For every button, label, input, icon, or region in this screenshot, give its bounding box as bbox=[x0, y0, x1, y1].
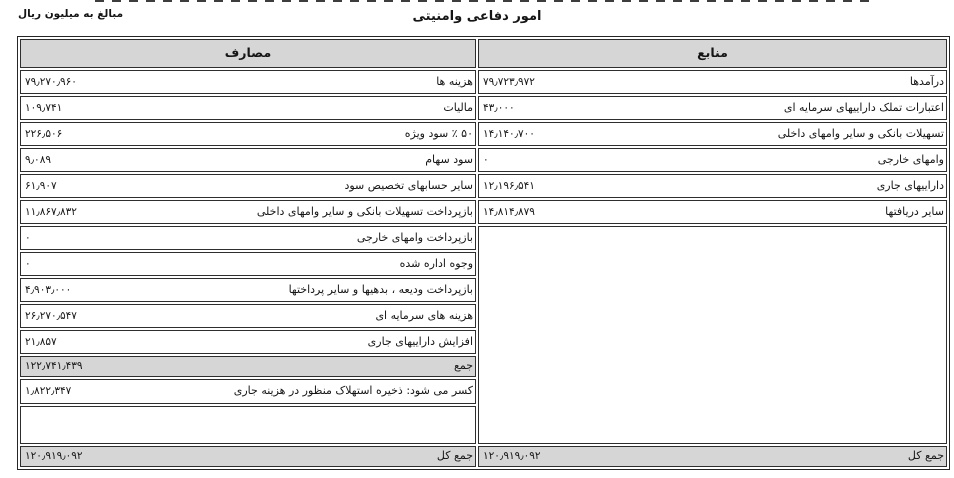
row-label: هزینه ها bbox=[436, 74, 473, 88]
row-label: سایر حسابهای تخصیص سود bbox=[344, 178, 473, 192]
uses-row bbox=[20, 252, 476, 276]
row-value: ۱۱٫۸۶۷٫۸۳۲ bbox=[25, 205, 77, 218]
row-value: ۱۴٫۸۱۴٫۸۷۹ bbox=[483, 205, 535, 218]
column-header-uses: مصارف bbox=[20, 39, 476, 68]
uses-row bbox=[20, 200, 476, 224]
row-label: جمع کل bbox=[907, 449, 944, 463]
table-row bbox=[20, 174, 947, 198]
row-value: ۱۲۲٫۷۴۱٫۴۳۹ bbox=[25, 360, 83, 373]
row-label: بازپرداخت وامهای خارجی bbox=[356, 230, 473, 244]
table-row bbox=[20, 148, 947, 172]
uses-row bbox=[20, 148, 476, 172]
row-label: بازپرداخت تسهیلات بانکی و سایر وامهای داخلی bbox=[256, 204, 473, 218]
clipped-content-above bbox=[95, 0, 873, 2]
row-value: ۱٫۸۲۲٫۳۴۷ bbox=[25, 385, 72, 398]
page-title: امور دفاعی وامنیتی bbox=[412, 9, 542, 24]
grand-total-row bbox=[20, 446, 947, 467]
uses-row bbox=[20, 96, 476, 120]
row-label: وامهای خارجی bbox=[877, 152, 944, 166]
row-value: ۱۴٫۱۴۰٫۷۰۰ bbox=[483, 127, 535, 140]
uses-row bbox=[20, 226, 476, 250]
budget-table bbox=[17, 36, 950, 470]
column-header-sources: منابع bbox=[478, 39, 947, 68]
row-value: ۹٫۰۸۹ bbox=[25, 153, 51, 166]
row-label: هزینه های سرمایه ای bbox=[375, 308, 473, 322]
row-value: ۶۱٫۹۰۷ bbox=[25, 179, 57, 192]
row-value: ۴٫۹۰۳٫۰۰۰ bbox=[25, 283, 72, 296]
sources-row bbox=[478, 174, 947, 198]
row-value: ۱۰۹٫۷۴۱ bbox=[25, 101, 63, 114]
sources-row bbox=[478, 70, 947, 94]
uses-row bbox=[20, 70, 476, 94]
row-value: ۲۱٫۸۵۷ bbox=[25, 335, 57, 348]
row-value: ۱۲۰٫۹۱۹٫۰۹۲ bbox=[25, 450, 83, 463]
row-value: ۰ bbox=[25, 231, 31, 244]
row-value: ۰ bbox=[483, 153, 489, 166]
uses-row bbox=[20, 330, 476, 354]
row-value: ۷۹٫۲۷۰٫۹۶۰ bbox=[25, 75, 77, 88]
row-value: ۲۶٫۲۷۰٫۵۴۷ bbox=[25, 309, 77, 322]
table-row bbox=[20, 96, 947, 120]
row-label: جمع کل bbox=[436, 449, 473, 463]
row-label: افزایش داراییهای جاری bbox=[367, 334, 473, 348]
row-label: سود سهام bbox=[425, 152, 473, 166]
uses-row bbox=[20, 278, 476, 302]
table-row bbox=[20, 200, 947, 224]
row-label: بازپرداخت ودیعه ، بدهیها و سایر پرداختها bbox=[288, 282, 473, 296]
row-label: اعتبارات تملک داراییهای سرمایه ای bbox=[783, 100, 944, 114]
row-value: ۱۲٫۱۹۶٫۵۴۱ bbox=[483, 179, 535, 192]
row-value: ۲۲۶٫۵۰۶ bbox=[25, 127, 63, 140]
row-value: ۷۹٫۷۲۳٫۹۷۲ bbox=[483, 75, 535, 88]
row-label: وجوه اداره شده bbox=[399, 256, 473, 270]
row-label: درآمدها bbox=[909, 74, 944, 88]
sources-grand-total bbox=[478, 446, 947, 467]
row-value: ۴۳٫۰۰۰ bbox=[483, 101, 515, 114]
row-label: داراییهای جاری bbox=[876, 178, 944, 192]
uses-grand-total bbox=[20, 446, 476, 467]
row-label: کسر می شود: ذخیره استهلاک منظور در هزینه جاری bbox=[233, 384, 473, 398]
sources-row bbox=[478, 122, 947, 146]
table-row bbox=[20, 226, 947, 250]
sources-row bbox=[478, 200, 947, 224]
uses-row bbox=[20, 174, 476, 198]
row-label: تسهیلات بانکی و سایر وامهای داخلی bbox=[777, 126, 944, 140]
row-value: ۰ bbox=[25, 257, 31, 270]
sources-row bbox=[478, 148, 947, 172]
uses-row bbox=[20, 122, 476, 146]
uses-row bbox=[20, 304, 476, 328]
uses-deduction bbox=[20, 379, 476, 404]
header-row bbox=[20, 39, 947, 68]
sources-empty-cell bbox=[478, 226, 947, 444]
row-label: سایر دریافتها bbox=[885, 204, 944, 218]
uses-subtotal bbox=[20, 356, 476, 377]
row-label: مالیات bbox=[443, 100, 473, 114]
row-label: جمع bbox=[453, 359, 473, 373]
uses-empty-cell bbox=[20, 406, 476, 444]
sources-row bbox=[478, 96, 947, 120]
row-label: ۵۰ ٪ سود ویژه bbox=[404, 126, 473, 140]
row-value: ۱۲۰٫۹۱۹٫۰۹۲ bbox=[483, 450, 541, 463]
table-row bbox=[20, 122, 947, 146]
units-note: مبالغ به میلیون ریال bbox=[18, 8, 124, 20]
table-row bbox=[20, 70, 947, 94]
